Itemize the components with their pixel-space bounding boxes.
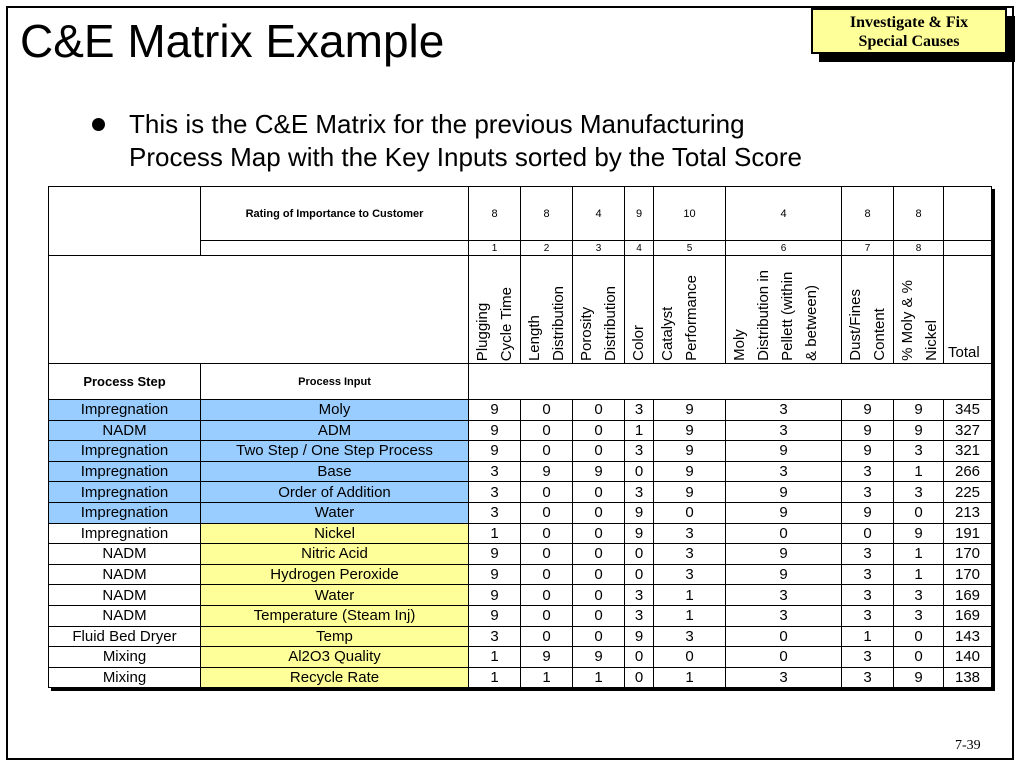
output-name-line: Distribution <box>602 285 619 361</box>
total-cell: 143 <box>944 626 992 647</box>
output-name-line: Catalyst <box>659 306 676 361</box>
score-cell: 9 <box>842 441 894 462</box>
score-cell: 1 <box>469 647 521 668</box>
output-name-line: Cycle Time <box>498 286 515 361</box>
score-cell: 3 <box>842 605 894 626</box>
column-number: 6 <box>726 241 842 256</box>
badge-line-2: Special Causes <box>858 33 960 50</box>
score-cell: 3 <box>654 544 726 565</box>
slide-title: C&E Matrix Example <box>20 15 445 67</box>
score-cell: 9 <box>726 502 842 523</box>
score-cell: 9 <box>469 564 521 585</box>
output-name <box>471 287 519 361</box>
total-header-cell <box>944 256 992 364</box>
column-number: 3 <box>573 241 625 256</box>
table-row <box>49 667 992 688</box>
score-cell: 0 <box>573 605 625 626</box>
score-cell: 9 <box>654 400 726 421</box>
score-cell: 9 <box>625 502 654 523</box>
process-input-cell: Water <box>201 585 469 606</box>
score-cell: 9 <box>654 461 726 482</box>
process-input-cell: Base <box>201 461 469 482</box>
score-cell: 0 <box>521 605 573 626</box>
output-name-cell <box>573 256 625 364</box>
score-cell: 9 <box>573 461 625 482</box>
table-row <box>49 482 992 503</box>
score-cell: 3 <box>726 420 842 441</box>
process-input-cell: Temperature (Steam Inj) <box>201 605 469 626</box>
output-name-line: Pellett (within <box>779 271 796 361</box>
output-name-wrap <box>654 256 725 363</box>
table-row <box>49 647 992 668</box>
output-name-cell <box>625 256 654 364</box>
score-cell: 3 <box>625 482 654 503</box>
total-cell: 169 <box>944 605 992 626</box>
total-header-wrap <box>944 256 991 363</box>
score-cell: 9 <box>654 441 726 462</box>
bullet-line-2: Process Map with the Key Inputs sorted by the Total Score <box>129 142 802 172</box>
bullet-text <box>129 108 949 174</box>
output-name <box>728 270 824 361</box>
score-cell: 9 <box>726 482 842 503</box>
score-cell: 3 <box>469 502 521 523</box>
score-cell: 3 <box>894 482 944 503</box>
rating-value: 4 <box>726 187 842 241</box>
table-row <box>49 605 992 626</box>
score-cell: 9 <box>894 523 944 544</box>
total-cell: 169 <box>944 585 992 606</box>
score-cell: 0 <box>573 420 625 441</box>
score-cell: 0 <box>573 523 625 544</box>
column-number: 2 <box>521 241 573 256</box>
score-cell: 3 <box>469 482 521 503</box>
table-row <box>49 502 992 523</box>
total-cell: 170 <box>944 544 992 565</box>
output-names-row <box>49 256 992 364</box>
score-cell: 0 <box>625 647 654 668</box>
score-cell: 9 <box>469 544 521 565</box>
score-cell: 0 <box>573 502 625 523</box>
score-cell: 9 <box>469 585 521 606</box>
score-cell: 9 <box>894 420 944 441</box>
total-cell: 266 <box>944 461 992 482</box>
bullet-icon <box>92 118 105 131</box>
output-name-cell <box>469 256 521 364</box>
output-name-line: Porosity <box>578 306 595 361</box>
table-row <box>49 585 992 606</box>
output-name <box>627 325 651 361</box>
output-name-cell <box>654 256 726 364</box>
process-input-cell: Two Step / One Step Process <box>201 441 469 462</box>
table-row <box>49 564 992 585</box>
score-cell: 9 <box>842 400 894 421</box>
total-cell: 138 <box>944 667 992 688</box>
score-cell: 3 <box>842 647 894 668</box>
process-step-header: Process Step <box>49 364 201 400</box>
process-step-cell: Impregnation <box>49 400 201 421</box>
score-cell: 3 <box>726 400 842 421</box>
process-step-cell: Impregnation <box>49 482 201 503</box>
score-cell: 9 <box>469 400 521 421</box>
process-input-cell: Order of Addition <box>201 482 469 503</box>
score-cell: 9 <box>625 523 654 544</box>
score-cell: 9 <box>469 441 521 462</box>
process-input-cell: Hydrogen Peroxide <box>201 564 469 585</box>
score-cell: 3 <box>894 605 944 626</box>
score-cell: 9 <box>654 420 726 441</box>
process-input-cell: Recycle Rate <box>201 667 469 688</box>
score-cell: 1 <box>894 461 944 482</box>
output-name-line: Nickel <box>923 320 940 361</box>
output-name-line: Plugging <box>474 302 491 361</box>
score-cell: 0 <box>521 564 573 585</box>
column-number: 5 <box>654 241 726 256</box>
score-cell: 1 <box>654 605 726 626</box>
score-cell: 3 <box>625 400 654 421</box>
output-name <box>575 286 623 361</box>
score-cell: 0 <box>521 585 573 606</box>
bullet-line-1: This is the C&E Matrix for the previous Manufacturing <box>129 109 745 139</box>
rating-value: 10 <box>654 187 726 241</box>
score-cell: 0 <box>625 564 654 585</box>
score-cell: 0 <box>726 626 842 647</box>
score-cell: 0 <box>625 667 654 688</box>
score-cell: 1 <box>573 667 625 688</box>
output-name-wrap <box>573 256 624 363</box>
output-name-wrap <box>842 256 893 363</box>
process-step-cell: NADM <box>49 564 201 585</box>
score-cell: 1 <box>654 585 726 606</box>
output-name-wrap <box>625 256 653 363</box>
column-number: 4 <box>625 241 654 256</box>
process-step-cell: Mixing <box>49 647 201 668</box>
header-blank <box>469 364 992 400</box>
process-step-cell: NADM <box>49 605 201 626</box>
output-name-wrap <box>726 256 841 363</box>
score-cell: 0 <box>894 647 944 668</box>
page-number: 7-39 <box>955 738 981 753</box>
score-cell: 0 <box>521 626 573 647</box>
score-cell: 3 <box>842 544 894 565</box>
score-cell: 1 <box>842 626 894 647</box>
rating-total-blank <box>944 187 992 241</box>
score-cell: 9 <box>521 647 573 668</box>
rating-blank-cell <box>49 187 201 256</box>
score-cell: 3 <box>654 564 726 585</box>
score-cell: 0 <box>521 482 573 503</box>
column-number: 8 <box>894 241 944 256</box>
score-cell: 0 <box>521 523 573 544</box>
score-cell: 9 <box>894 667 944 688</box>
score-cell: 0 <box>842 523 894 544</box>
process-step-cell: Impregnation <box>49 441 201 462</box>
score-cell: 1 <box>894 544 944 565</box>
score-cell: 3 <box>726 461 842 482</box>
process-input-cell: Water <box>201 502 469 523</box>
table-row <box>49 400 992 421</box>
score-cell: 0 <box>654 647 726 668</box>
total-cell: 191 <box>944 523 992 544</box>
output-name-wrap <box>521 256 572 363</box>
total-cell: 170 <box>944 564 992 585</box>
process-step-cell: Mixing <box>49 667 201 688</box>
score-cell: 3 <box>726 585 842 606</box>
total-header: Total <box>948 344 980 361</box>
table-row <box>49 461 992 482</box>
badge-line-1: Investigate & Fix <box>849 14 969 31</box>
output-name-line: & between) <box>803 285 820 361</box>
score-cell: 3 <box>625 585 654 606</box>
output-name-line: Dust/Fines <box>847 289 864 361</box>
score-cell: 0 <box>726 647 842 668</box>
score-cell: 3 <box>726 667 842 688</box>
output-name-wrap <box>469 256 520 363</box>
score-cell: 0 <box>573 544 625 565</box>
score-cell: 1 <box>521 667 573 688</box>
score-cell: 9 <box>654 482 726 503</box>
score-cell: 0 <box>726 523 842 544</box>
output-name-line: Performance <box>683 275 700 361</box>
score-cell: 3 <box>654 626 726 647</box>
column-number: 1 <box>469 241 521 256</box>
score-cell: 1 <box>469 523 521 544</box>
score-cell: 3 <box>726 605 842 626</box>
output-name <box>523 286 571 361</box>
colnum-blank <box>201 241 469 256</box>
score-cell: 3 <box>842 564 894 585</box>
column-number: 7 <box>842 241 894 256</box>
output-name <box>656 275 704 361</box>
score-cell: 0 <box>573 585 625 606</box>
score-cell: 0 <box>894 502 944 523</box>
output-name <box>896 280 944 361</box>
score-cell: 3 <box>894 441 944 462</box>
process-input-cell: Temp <box>201 626 469 647</box>
score-cell: 0 <box>573 400 625 421</box>
score-cell: 0 <box>521 544 573 565</box>
score-cell: 0 <box>625 544 654 565</box>
score-cell: 1 <box>625 420 654 441</box>
rating-row <box>49 187 992 241</box>
investigate-badge <box>811 8 1007 54</box>
score-cell: 0 <box>894 626 944 647</box>
score-cell: 3 <box>625 605 654 626</box>
colnum-total-blank <box>944 241 992 256</box>
score-cell: 9 <box>521 461 573 482</box>
score-cell: 9 <box>573 647 625 668</box>
score-cell: 9 <box>842 420 894 441</box>
total-cell: 327 <box>944 420 992 441</box>
process-step-cell: Impregnation <box>49 461 201 482</box>
score-cell: 9 <box>842 502 894 523</box>
process-step-cell: Impregnation <box>49 502 201 523</box>
output-name-cell <box>726 256 842 364</box>
output-name-line: Content <box>871 308 888 361</box>
process-input-cell: Nickel <box>201 523 469 544</box>
score-cell: 0 <box>573 441 625 462</box>
output-name-cell <box>521 256 573 364</box>
score-cell: 3 <box>842 482 894 503</box>
total-cell: 321 <box>944 441 992 462</box>
score-cell: 0 <box>521 502 573 523</box>
score-cell: 1 <box>894 564 944 585</box>
score-cell: 3 <box>842 585 894 606</box>
process-input-header: Process Input <box>201 364 469 400</box>
score-cell: 0 <box>654 502 726 523</box>
table-row <box>49 441 992 462</box>
ce-matrix-table <box>48 186 992 688</box>
score-cell: 1 <box>469 667 521 688</box>
output-name-cell <box>894 256 944 364</box>
score-cell: 3 <box>894 585 944 606</box>
output-name-cell <box>842 256 894 364</box>
output-name-line: Distribution in <box>755 270 772 361</box>
score-cell: 9 <box>469 605 521 626</box>
score-cell: 3 <box>654 523 726 544</box>
process-step-cell: NADM <box>49 420 201 441</box>
output-name-wrap <box>894 256 943 363</box>
score-cell: 3 <box>625 441 654 462</box>
total-cell: 225 <box>944 482 992 503</box>
total-cell: 345 <box>944 400 992 421</box>
process-input-cell: Nitric Acid <box>201 544 469 565</box>
score-cell: 1 <box>654 667 726 688</box>
rating-value: 4 <box>573 187 625 241</box>
score-cell: 9 <box>894 400 944 421</box>
process-input-cell: Moly <box>201 400 469 421</box>
process-step-cell: Fluid Bed Dryer <box>49 626 201 647</box>
table-row <box>49 626 992 647</box>
score-cell: 9 <box>469 420 521 441</box>
header-row <box>49 364 992 400</box>
score-cell: 0 <box>573 482 625 503</box>
output-name-line: Distribution <box>550 285 567 361</box>
process-step-cell: Impregnation <box>49 523 201 544</box>
names-blank <box>49 256 469 364</box>
score-cell: 0 <box>521 420 573 441</box>
rating-value: 8 <box>842 187 894 241</box>
score-cell: 9 <box>726 564 842 585</box>
table-row <box>49 544 992 565</box>
process-input-cell: Al2O3 Quality <box>201 647 469 668</box>
matrix-body <box>49 187 992 688</box>
score-cell: 0 <box>521 400 573 421</box>
score-cell: 0 <box>625 461 654 482</box>
process-input-cell: ADM <box>201 420 469 441</box>
score-cell: 9 <box>726 544 842 565</box>
table-row <box>49 420 992 441</box>
score-cell: 3 <box>469 626 521 647</box>
score-cell: 9 <box>726 441 842 462</box>
score-cell: 3 <box>842 461 894 482</box>
output-name <box>844 289 892 361</box>
rating-value: 8 <box>469 187 521 241</box>
output-name-line: Color <box>630 325 647 361</box>
total-cell: 140 <box>944 647 992 668</box>
score-cell: 0 <box>573 626 625 647</box>
rating-value: 8 <box>521 187 573 241</box>
score-cell: 0 <box>521 441 573 462</box>
output-name-line: % Moly & % <box>899 280 916 361</box>
process-step-cell: NADM <box>49 585 201 606</box>
output-name-line: Length <box>526 315 543 361</box>
score-cell: 3 <box>469 461 521 482</box>
score-cell: 9 <box>625 626 654 647</box>
output-name-line: Moly <box>731 329 748 361</box>
process-step-cell: NADM <box>49 544 201 565</box>
score-cell: 0 <box>573 564 625 585</box>
rating-value: 9 <box>625 187 654 241</box>
table-row <box>49 523 992 544</box>
rating-label: Rating of Importance to Customer <box>201 187 469 241</box>
score-cell: 3 <box>842 667 894 688</box>
rating-value: 8 <box>894 187 944 241</box>
total-cell: 213 <box>944 502 992 523</box>
